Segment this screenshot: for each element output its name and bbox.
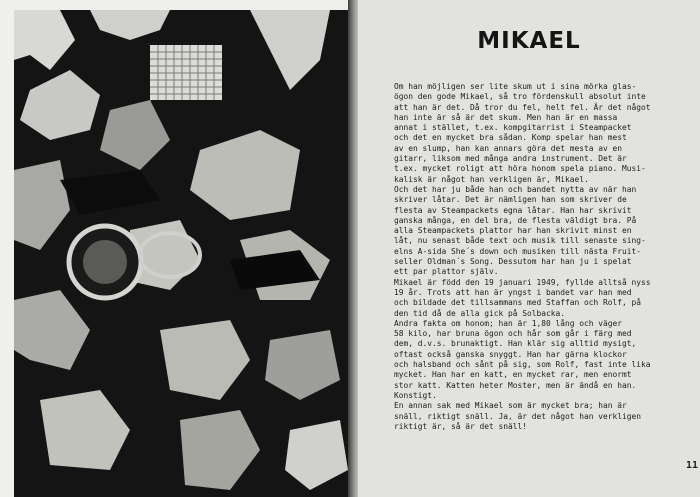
body-line: alla Steampackets plattor har han skrivit minst en <box>394 226 632 236</box>
body-line: av en slump, han kan annars göra det mesta av en <box>394 143 623 153</box>
body-line: Och det har ju både han och bandet nytta av när han <box>394 184 637 194</box>
body-line: snäll, riktigt snäll. Ja, är det något han verkligen <box>394 411 642 421</box>
article-title: MIKAEL <box>477 28 581 54</box>
body-line: han inte är så är det skum. Men han är en massa <box>394 112 618 122</box>
body-line: Andra fakta om honom; han är 1,80 lång och väger <box>394 318 623 328</box>
body-line: och det en mycket bra sådan. Komp spelar han mest <box>394 133 627 143</box>
body-line: Konstigt. <box>394 390 437 400</box>
article-body <box>394 82 692 432</box>
body-line: stor katt. Katten heter Moster, men är ändå en han. <box>394 380 637 390</box>
body-line: En annan sak med Mikael som är mycket bra; han är <box>394 401 627 411</box>
body-line: den tid då de alla gick på Solbacka. <box>394 308 566 318</box>
body-line: kalisk är något han verkligen är, Mikael. <box>394 174 589 184</box>
body-line: ett par plattor själv. <box>394 267 499 277</box>
body-line: 19 år. Trots att han är yngst i bandet var han med <box>394 287 632 297</box>
body-line: ögon den gode Mikael, så tro fördenskull absolut inte <box>394 92 646 102</box>
right-page <box>358 0 700 497</box>
body-line: oftast också ganska snyggt. Han har gärna klockor <box>394 349 627 359</box>
body-line: t.ex. mycket roligt att höra honom spela piano. Musi- <box>394 164 646 174</box>
body-line: låt, nu senast både text och musik till senaste sing- <box>394 236 646 246</box>
page-number: 11 <box>685 460 698 471</box>
body-line: att han är det. Då tror du fel, helt fel. Är det något <box>394 102 651 112</box>
body-line: skriver låtar. Det är nämligen han som skriver de <box>394 195 627 205</box>
body-line: Om han möjligen ser lite skum ut i sina mörka glas- <box>394 82 637 91</box>
body-line: och halsband och sånt på sig, som Rolf, fast inte lika <box>394 360 651 370</box>
body-line: riktigt är, så är det snäll! <box>394 421 528 431</box>
body-line: ganska många, en del bra, de flesta väldigt bra. På <box>394 215 637 225</box>
body-line: mycket. Han har en katt, en mycket rar, men enormt <box>394 370 632 380</box>
body-line: gitarr, liksom med många andra instrument. Det är <box>394 154 627 164</box>
body-line: elns A-sida She´s down och musiken till nästa Fruit- <box>394 246 642 256</box>
body-line: Mikael är född den 19 januari 1949, fyllde alltså nyss <box>394 277 651 287</box>
body-line: dem, d.v.s. brunaktigt. Han klär sig alltid mysigt, <box>394 339 637 349</box>
body-line: seller Oldman´s Song. Dessutom har han ju i spelat <box>394 257 632 267</box>
body-line: och bildade det tillsammans med Staffan och Rolf, på <box>394 298 642 308</box>
body-line: flesta av Steampackets egna låtar. Han har skrivit <box>394 205 632 215</box>
body-line: annat i stället, t.ex. kompgitarrist i Steampacket <box>394 123 632 133</box>
body-line: 58 kilo, har bruna ögon och hår som går i färg med <box>394 329 632 339</box>
